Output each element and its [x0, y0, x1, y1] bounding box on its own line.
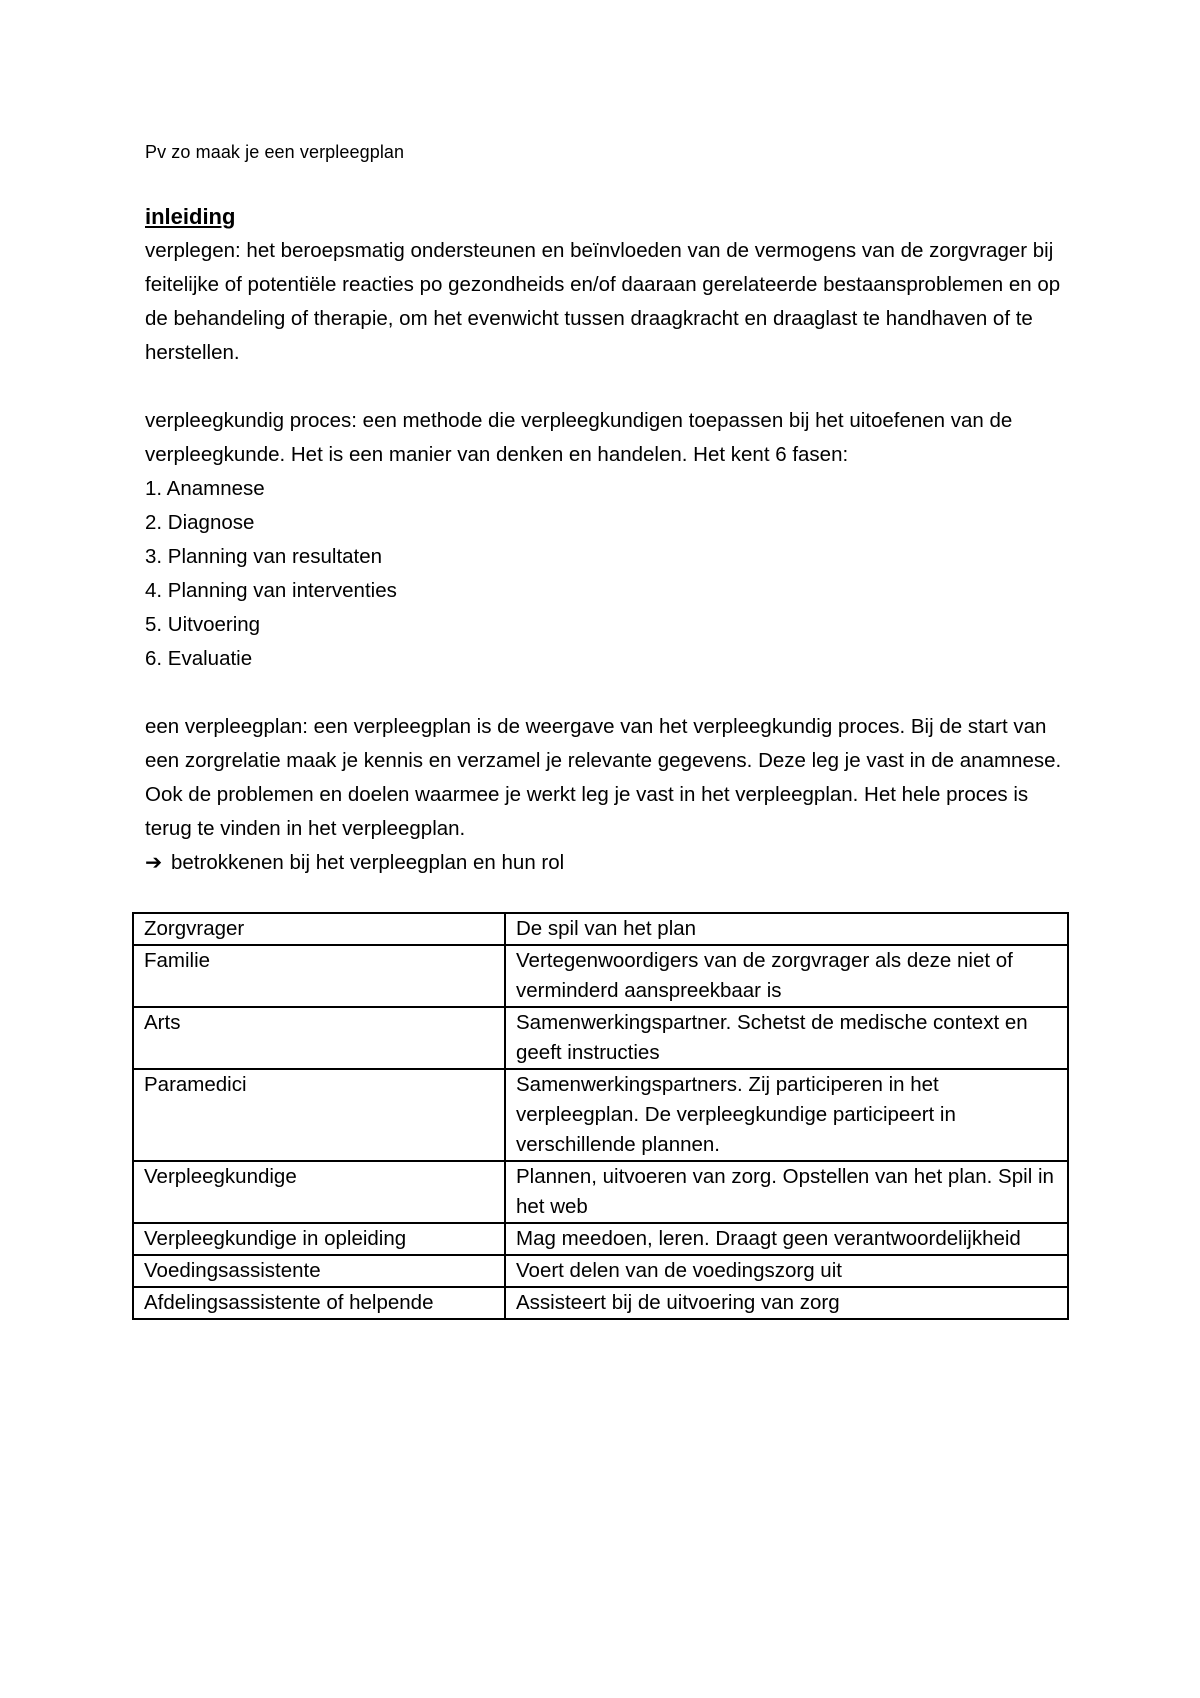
table-cell-description: Mag meedoen, leren. Draagt geen verantwoordelijkheid	[505, 1223, 1068, 1255]
paragraph-verpleegplan: een verpleegplan: een verpleegplan is de weergave van het verpleegkundig proces. Bij de start van een zorgrelatie maak je kennis en verzamel je relevante gegevens. Deze leg je vast in de anamnese. Ook de problemen en doelen waarmee je werkt leg je vast in het verpleegplan. Het hele proces is terug te vinden in het verpleegplan.	[145, 715, 1062, 840]
list-item: 2. Diagnose	[145, 511, 255, 534]
table-cell-role: Familie	[133, 945, 505, 1007]
table-row	[133, 1223, 1068, 1255]
list-item: 1. Anamnese	[145, 477, 265, 500]
arrow-line	[145, 846, 1065, 880]
roles-table	[132, 912, 1069, 1320]
table-row	[133, 1255, 1068, 1287]
table-cell-role: Voedingsassistente	[133, 1255, 505, 1287]
table-cell-role: Verpleegkundige	[133, 1161, 505, 1223]
list-item: 6. Evaluatie	[145, 647, 253, 670]
list-item: 3. Planning van resultaten	[145, 545, 383, 568]
table-cell-role: Zorgvrager	[133, 913, 505, 945]
list-item: 5. Uitvoering	[145, 613, 261, 636]
table-cell-role: Paramedici	[133, 1069, 505, 1161]
table-row	[133, 1161, 1068, 1223]
table-cell-description: Vertegenwoordigers van de zorgvrager als deze niet of verminderd aanspreekbaar is	[505, 945, 1068, 1007]
table-cell-description: Voert delen van de voedingszorg uit	[505, 1255, 1068, 1287]
paragraph-proces: verpleegkundig proces: een methode die verpleegkundigen toepassen bij het uitoefenen van de verpleegkunde. Het is een manier van denken en handelen. Het kent 6 fasen:	[145, 409, 1013, 466]
table-cell-description: Assisteert bij de uitvoering van zorg	[505, 1287, 1068, 1319]
list-item: 4. Planning van interventies	[145, 579, 397, 602]
arrow-right-icon: ➔	[145, 851, 163, 874]
paragraph-verplegen: verplegen: het beroepsmatig ondersteunen en beïnvloeden van de vermogens van de zorgvrager bij feitelijke of potentiële reacties po gezondheids en/of daaraan gerelateerde bestaansproblemen en op de behandeling of therapie, om het evenwicht tussen draagkracht en draaglast te handhaven of te herstellen.	[145, 239, 1061, 364]
spacer	[145, 370, 1065, 404]
spacer	[145, 676, 1065, 710]
document-page	[145, 140, 1065, 880]
table-row	[133, 1287, 1068, 1319]
table-cell-role: Arts	[133, 1007, 505, 1069]
table-cell-description: De spil van het plan	[505, 913, 1068, 945]
table-row	[133, 1007, 1068, 1069]
table-row	[133, 913, 1068, 945]
table-row	[133, 1069, 1068, 1161]
section-heading: inleiding	[145, 204, 236, 229]
table-row	[133, 945, 1068, 1007]
arrow-line-text: betrokkenen bij het verpleegplan en hun rol	[171, 851, 565, 874]
document-title: Pv zo maak je een verpleegplan	[145, 142, 405, 162]
table-cell-description: Samenwerkingspartners. Zij participeren in het verpleegplan. De verpleegkundige participeert in verschillende plannen.	[505, 1069, 1068, 1161]
table-cell-description: Samenwerkingspartner. Schetst de medische context en geeft instructies	[505, 1007, 1068, 1069]
table-cell-role: Verpleegkundige in opleiding	[133, 1223, 505, 1255]
phases-list	[145, 472, 1065, 676]
table-cell-role: Afdelingsassistente of helpende	[133, 1287, 505, 1319]
table-cell-description: Plannen, uitvoeren van zorg. Opstellen van het plan. Spil in het web	[505, 1161, 1068, 1223]
